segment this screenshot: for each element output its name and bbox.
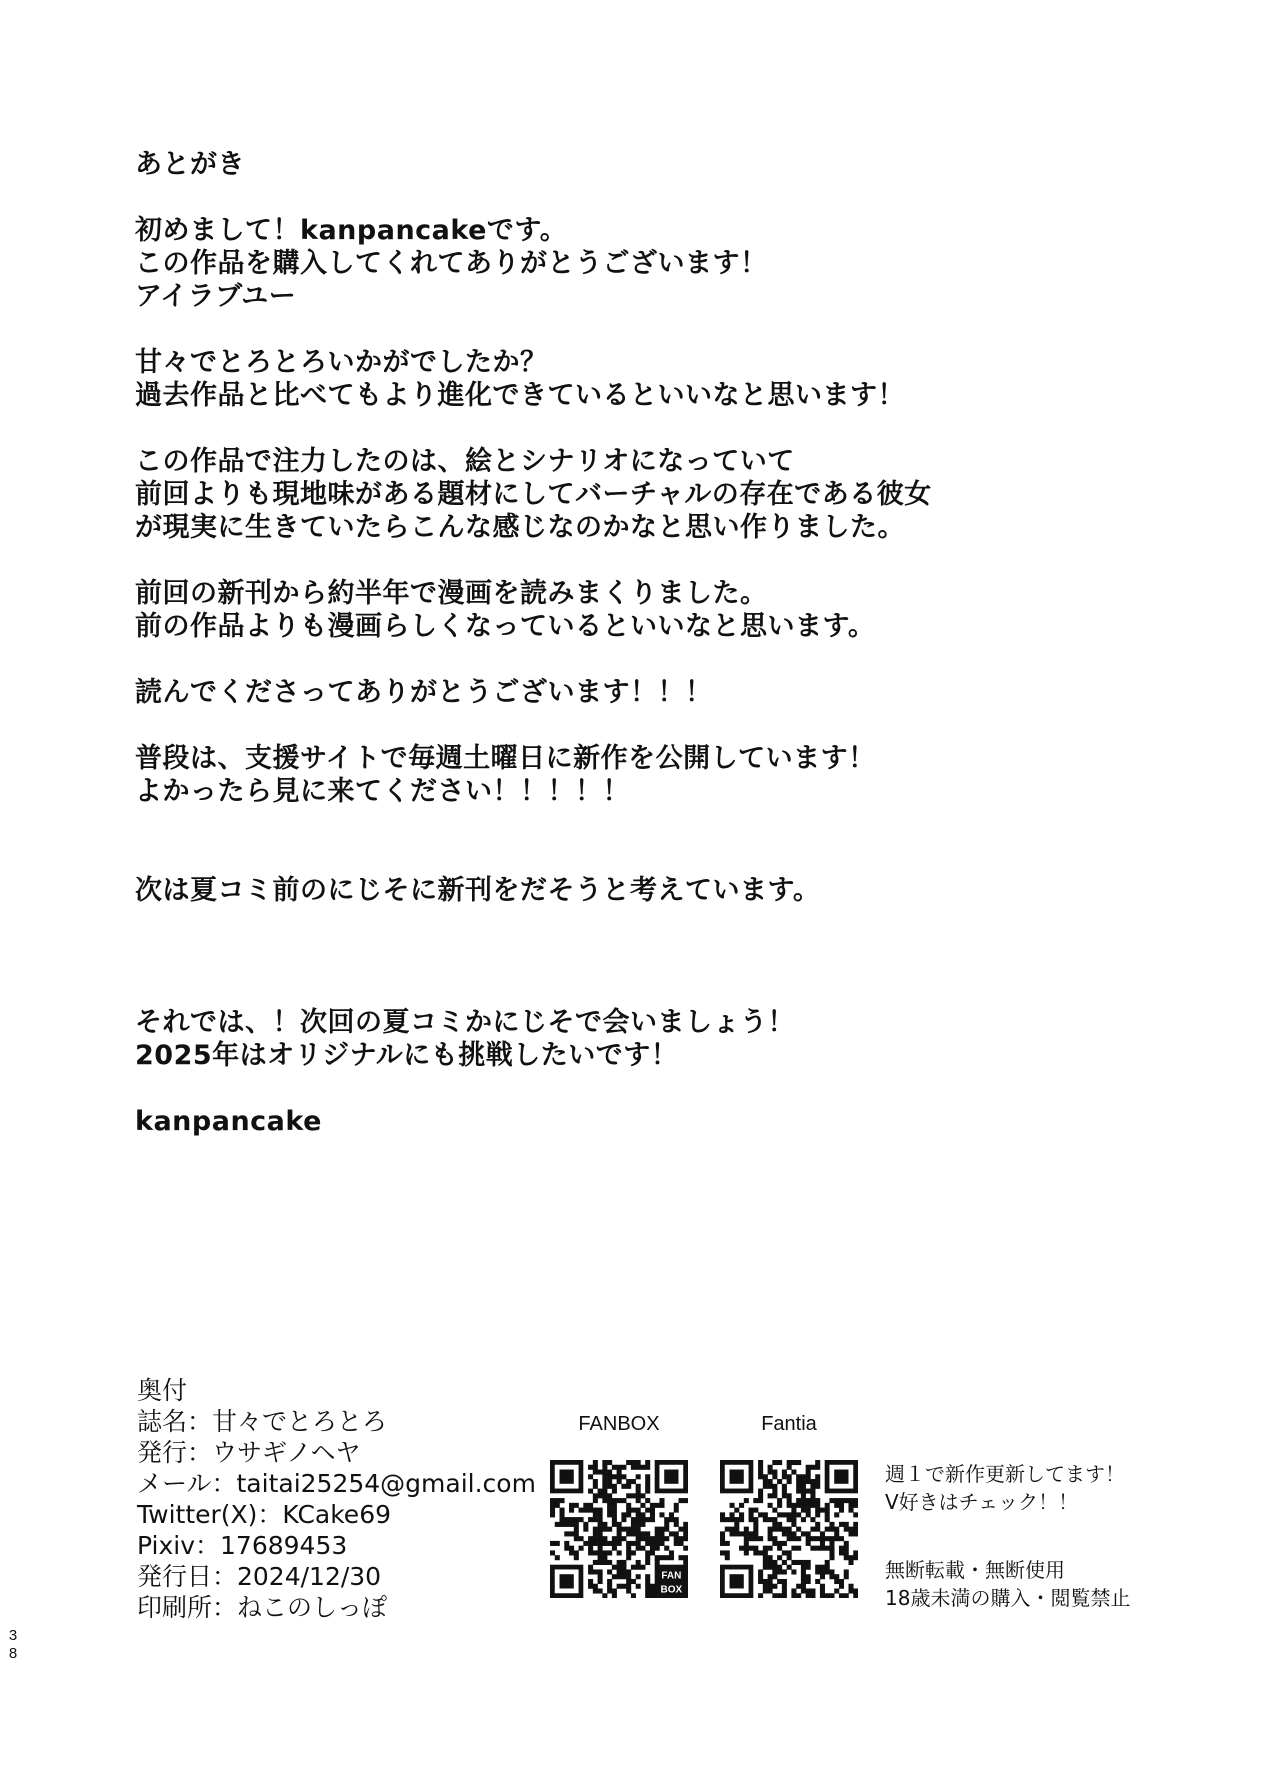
fantia-label: Fantia [761, 1413, 817, 1435]
afterword-line: 前の作品よりも漫画らしくなっているといいなと思います。 [135, 611, 876, 642]
afterword-line: 次は夏コミ前のにじそに新刊をだそうと考えています。 [135, 875, 821, 906]
legal-line: 無断転載・無断使用 [885, 1558, 1065, 1582]
fanbox-qr-block [550, 1410, 688, 1598]
afterword-line: 普段は、支援サイトで毎週土曜日に新作を公開しています！ [135, 743, 876, 774]
afterword-line: が現実に生きていたらこんな感じなのかなと思い作りました。 [135, 512, 905, 543]
page-number [6, 1627, 20, 1663]
afterword-signature: kanpancake [135, 1106, 322, 1137]
colophon-line: 発行：ウサギノヘヤ [137, 1438, 361, 1467]
promo-line: 週１で新作更新してます！ [885, 1462, 1125, 1486]
colophon-line: メール：taitai25254@gmail.com [137, 1469, 536, 1498]
fantia-qr-icon[interactable] [720, 1460, 858, 1598]
fanbox-badge-text: FAN [661, 1570, 682, 1582]
afterword-line: 過去作品と比べてもより進化できているといいなと思います！ [135, 380, 905, 411]
afterword-heading: あとがき [135, 149, 245, 180]
afterword-line: 初めまして！kanpancakeです。 [135, 215, 568, 246]
afterword-line: 2025年はオリジナルにも挑戦したいです！ [135, 1040, 679, 1071]
colophon-line: 誌名：甘々でとろとろ [137, 1407, 388, 1436]
afterword-line: 読んでくださってありがとうございます！！！ [135, 677, 713, 708]
afterword-line: この作品で注力したのは、絵とシナリオになっていて [135, 446, 795, 477]
fanbox-qr-icon[interactable] [550, 1460, 688, 1598]
colophon-line: 発行日：2024/12/30 [137, 1562, 382, 1591]
colophon [137, 1375, 537, 1623]
fanbox-label: FANBOX [578, 1413, 660, 1435]
fantia-qr-block [720, 1410, 858, 1598]
afterword-line: この作品を購入してくれてありがとうございます！ [135, 248, 768, 279]
colophon-line: Twitter(X)：KCake69 [137, 1500, 392, 1529]
afterword [135, 148, 1135, 1138]
afterword-line: 前回よりも現地味がある題材にしてバーチャルの存在である彼女 [135, 479, 932, 510]
colophon-line: 印刷所：ねこのしっぽ [137, 1593, 388, 1622]
legal-notice [885, 1556, 1265, 1612]
colophon-line: Pixiv：17689453 [137, 1531, 348, 1560]
promo-line: V好きはチェック！！ [885, 1490, 1079, 1514]
legal-line: 18歳未満の購入・閲覧禁止 [885, 1586, 1131, 1610]
promo-notice [885, 1460, 1265, 1516]
afterword-line: それでは、！次回の夏コミかにじそで会いましょう！ [135, 1007, 795, 1038]
page-number-digit: 8 [8, 1645, 18, 1662]
fanbox-badge-text: BOX [660, 1584, 683, 1596]
afterword-line: 甘々でとろとろいかがでしたか？ [135, 347, 548, 378]
colophon-title: 奥付 [137, 1376, 188, 1405]
afterword-line: アイラブユー [135, 281, 297, 312]
page-number-digit: 3 [8, 1627, 18, 1644]
afterword-line: 前回の新刊から約半年で漫画を読みまくりました。 [135, 578, 768, 609]
afterword-line: よかったら見に来てください！！！！！ [135, 776, 630, 807]
